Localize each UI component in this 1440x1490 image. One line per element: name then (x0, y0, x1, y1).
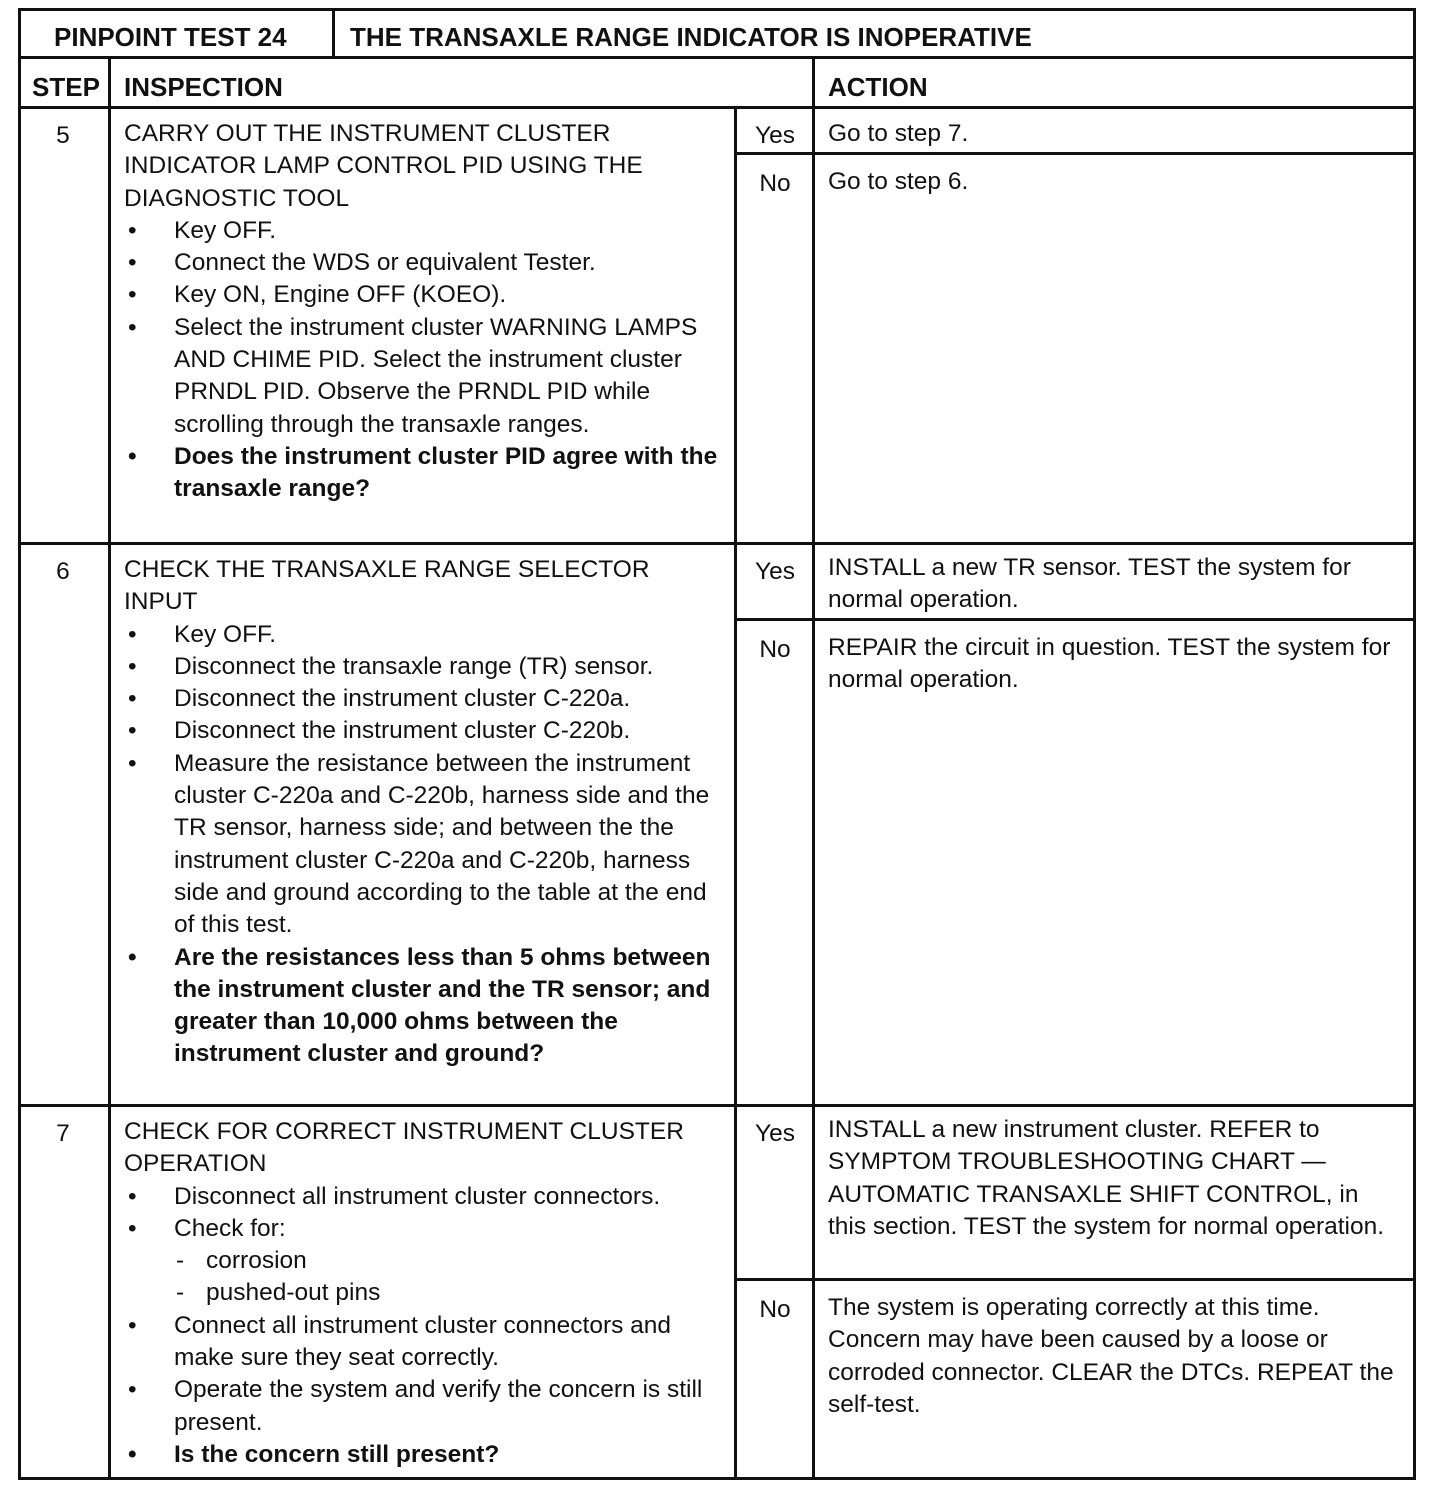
list-item: • Disconnect the transaxle range (TR) sensor. (124, 651, 728, 683)
list-item: • Connect all instrument cluster connectors and make sure they seat correctly. (124, 1310, 728, 1375)
list-item: • Measure the resistance between the instrument cluster C-220a and C-220b, harness side and the TR sensor, harness side; and between the the instrument cluster C-220a and C-220b, harness side and ground according to the table at the end of this test. (124, 748, 728, 942)
col-inspection: INSPECTION (124, 72, 283, 102)
step-question: • Is the concern still present? (124, 1439, 728, 1471)
sub-item: - pushed-out pins (174, 1277, 728, 1309)
step-inspection (124, 554, 728, 1071)
test-label: PINPOINT TEST 24 (54, 22, 287, 52)
step-inspection (124, 1116, 728, 1471)
divider (18, 56, 1416, 59)
list-item: • Operate the system and verify the concern is still present. (124, 1374, 728, 1439)
list-item: • Disconnect the instrument cluster C-220b. (124, 715, 728, 747)
no-action: The system is operating correctly at this time. Concern may have been caused by a loose or corroded connector. CLEAR the DTCs. REPEAT the self-test. (828, 1294, 1394, 1418)
divider (734, 1278, 1416, 1281)
col-step: STEP (32, 72, 100, 102)
test-title: THE TRANSAXLE RANGE INDICATOR IS INOPERATIVE (350, 22, 1032, 52)
list-item: • Key ON, Engine OFF (KOEO). (124, 279, 728, 311)
divider (734, 618, 1416, 621)
yes-label: Yes (755, 558, 795, 585)
divider (812, 58, 815, 1480)
yes-action: INSTALL a new instrument cluster. REFER to SYMPTOM TROUBLESHOOTING CHART — AUTOMATIC TRANSAXLE SHIFT CONTROL, in this section. TEST the system for normal operation. (828, 1116, 1385, 1240)
pinpoint-test-table (18, 8, 1416, 1480)
no-action: REPAIR the circuit in question. TEST the system for normal operation. (828, 634, 1391, 694)
no-action: Go to step 6. (828, 168, 969, 195)
list-item: • Select the instrument cluster WARNING LAMPS AND CHIME PID. Select the instrument cluster PRNDL PID. Observe the PRNDL PID while scrolling through the transaxle ranges. (124, 312, 728, 441)
step-title: CHECK THE TRANSAXLE RANGE SELECTOR INPUT (124, 556, 650, 616)
list-item: • Disconnect the instrument cluster C-220a. (124, 683, 728, 715)
divider (332, 8, 335, 58)
step-number: 7 (56, 1120, 70, 1147)
list-item (124, 1213, 728, 1310)
sub-item: - corrosion (174, 1245, 728, 1277)
step-inspection (124, 118, 728, 506)
divider (18, 106, 1416, 109)
list-item: • Key OFF. (124, 619, 728, 651)
no-label: No (759, 170, 791, 197)
list-item: • Connect the WDS or equivalent Tester. (124, 247, 728, 279)
yes-action: Go to step 7. (828, 120, 969, 147)
list-item: • Key OFF. (124, 215, 728, 247)
step-question: • Does the instrument cluster PID agree with the transaxle range? (124, 441, 728, 506)
divider (108, 58, 111, 1480)
yes-action: INSTALL a new TR sensor. TEST the system for normal operation. (828, 554, 1351, 614)
step-title: CARRY OUT THE INSTRUMENT CLUSTER INDICATOR LAMP CONTROL PID USING THE DIAGNOSTIC TOOL (124, 120, 643, 212)
divider (734, 152, 1416, 155)
yes-label: Yes (755, 1120, 795, 1147)
list-item: • Disconnect all instrument cluster connectors. (124, 1181, 728, 1213)
divider (18, 542, 1416, 545)
no-label: No (759, 1296, 791, 1323)
yes-label: Yes (755, 122, 795, 149)
no-label: No (759, 636, 791, 663)
list-item-text: Check for: (174, 1214, 286, 1242)
divider (734, 108, 737, 1480)
divider (18, 1104, 1416, 1107)
step-number: 6 (56, 558, 70, 585)
step-title: CHECK FOR CORRECT INSTRUMENT CLUSTER OPERATION (124, 1118, 684, 1178)
col-action: ACTION (828, 72, 928, 102)
step-question: • Are the resistances less than 5 ohms between the instrument cluster and the TR sensor; and greater than 10,000 ohms between the instrument cluster and ground? (124, 942, 728, 1071)
step-number: 5 (56, 122, 70, 149)
